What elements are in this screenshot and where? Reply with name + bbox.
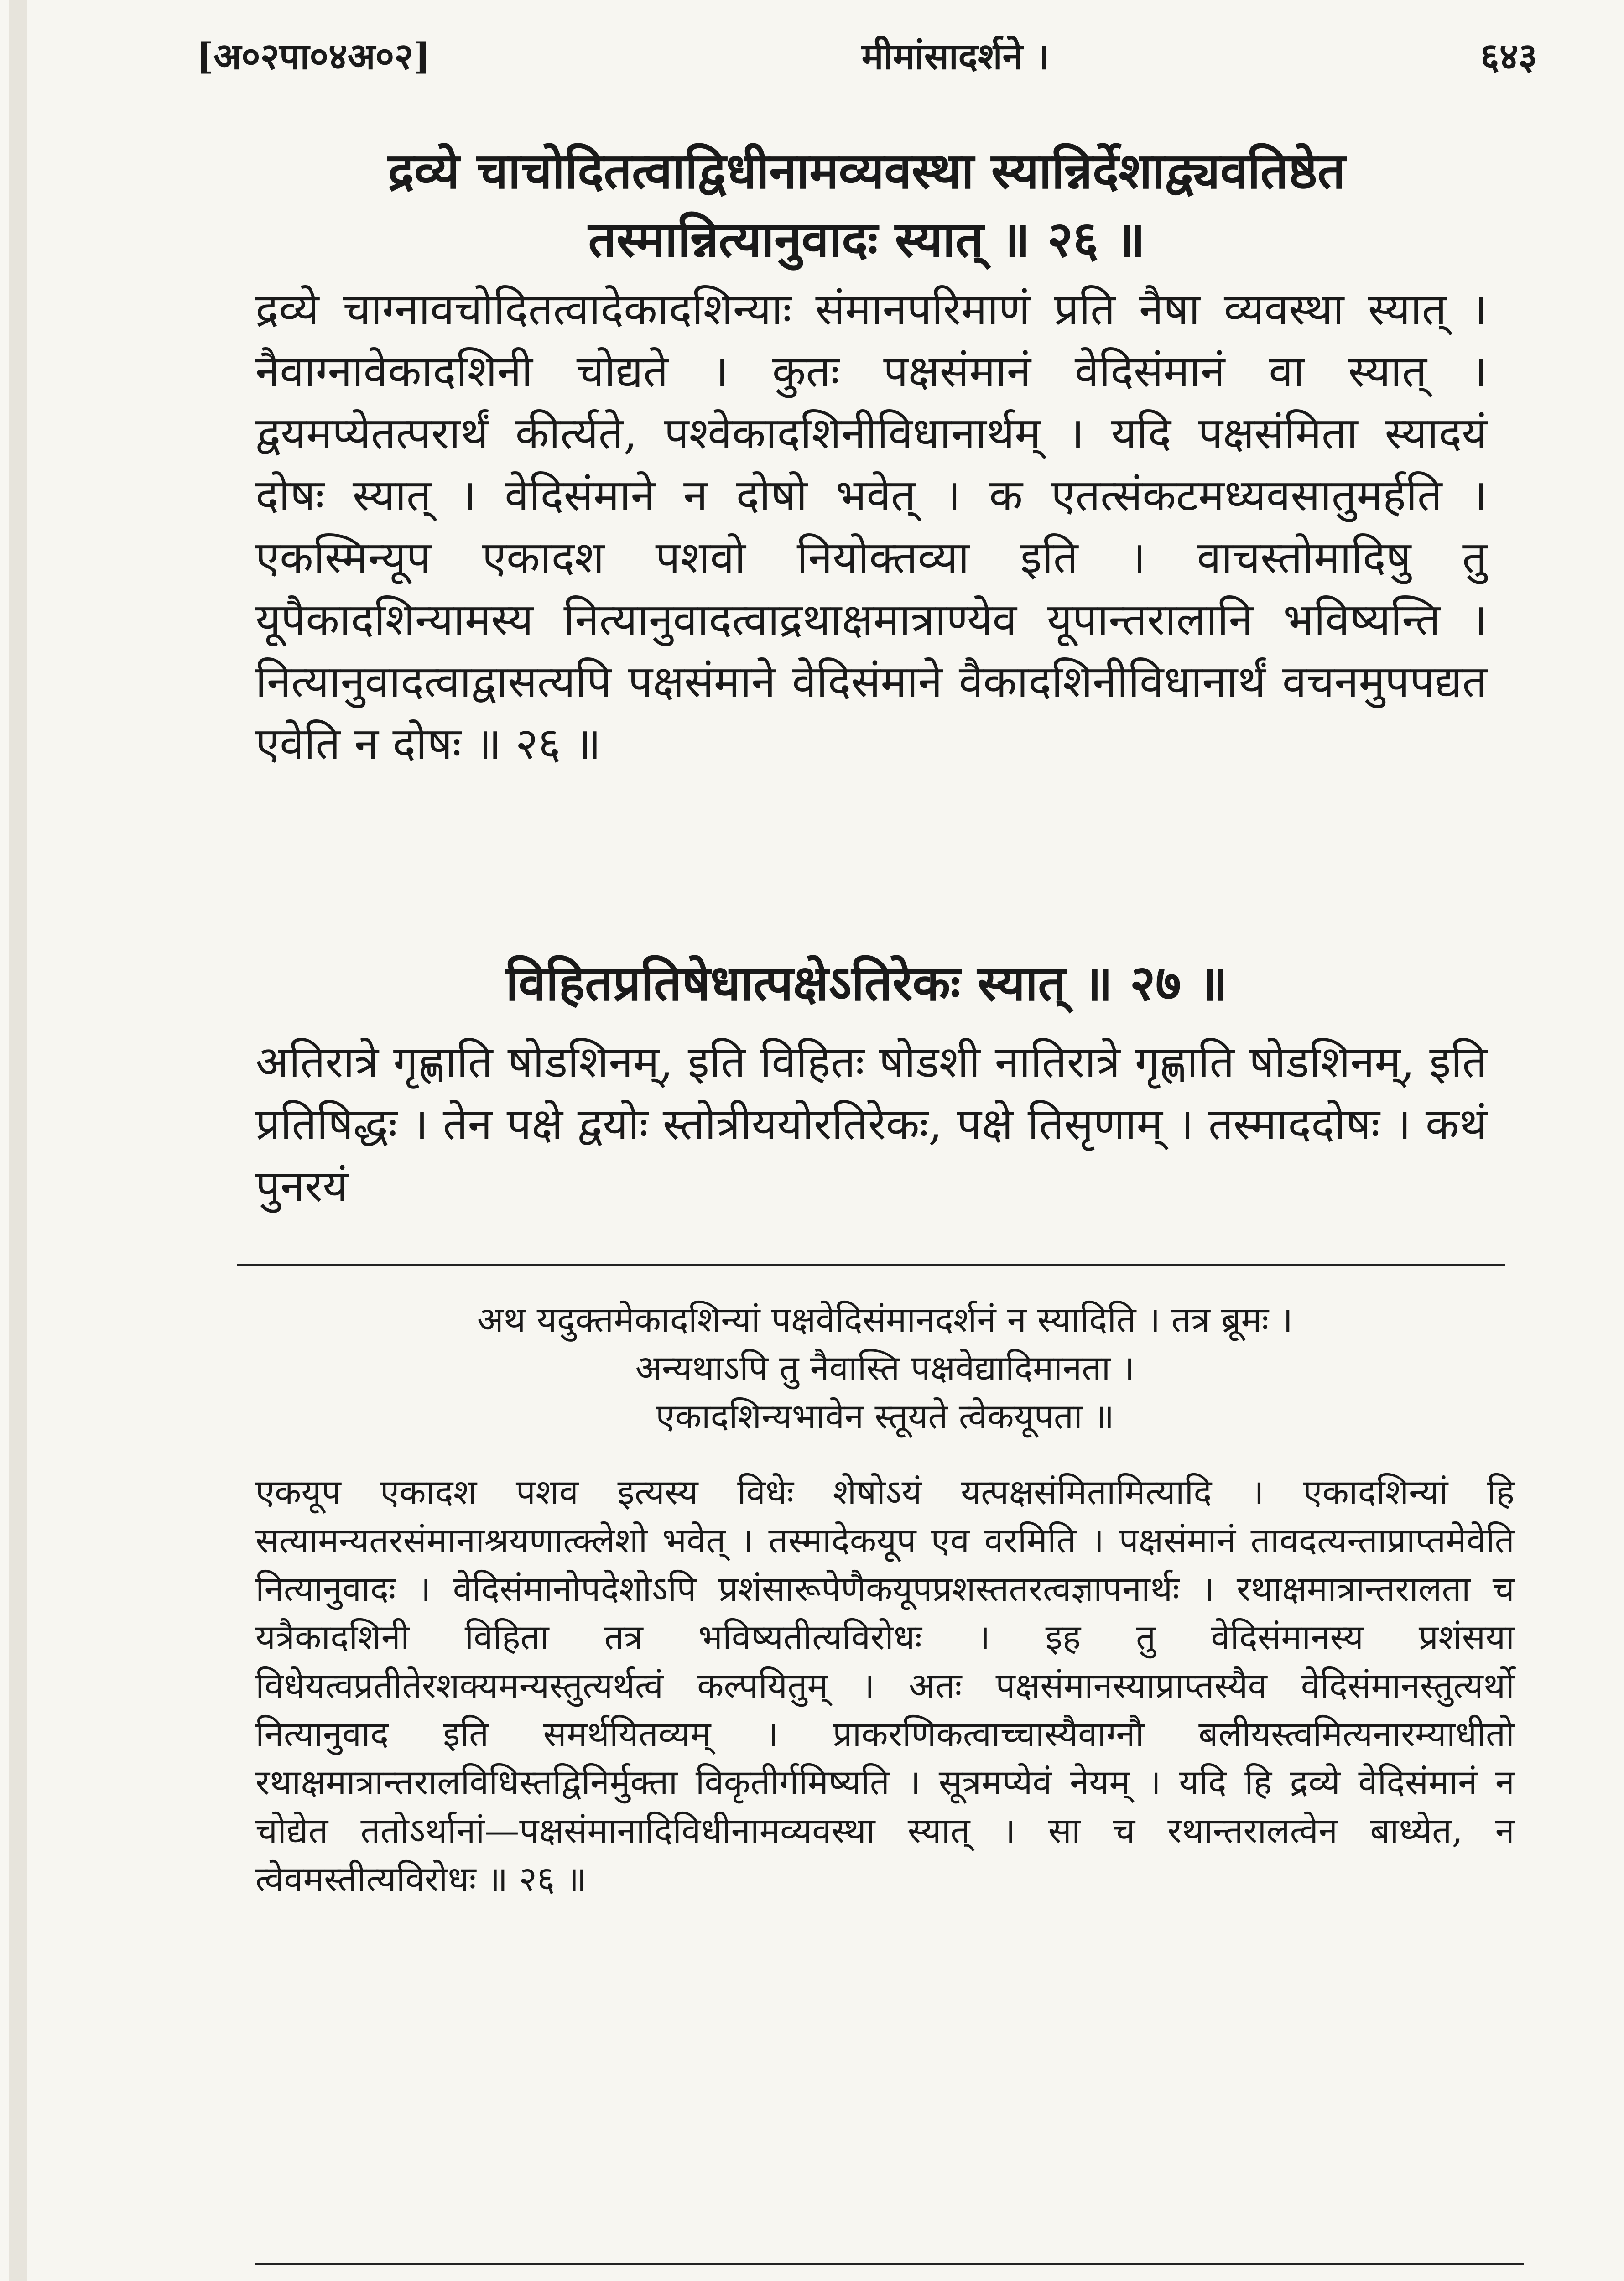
page-number: ६४३ — [1480, 34, 1537, 78]
verse-line-2: एकादशिन्यभावेन स्तूयते त्वेकयूपता ॥ — [656, 1396, 1114, 1437]
gloss-body: एकयूप एकादश पशव इत्यस्य विधेः शेषोऽयं यत्पक्षसंमितामित्यादि । एकादशिन्यां हि सत्यामन्यतरसंमानाश्रयणात्क्लेशो भवेत् । तस्मादेकयूप एव वरमिति । पक्षसंमानं तावदत्यन्ताप्राप्तमेवेति नित्यानुवादः । वेदिसंमानोपदेशोऽपि प्रशंसारूपेणैकयूपप्रशस्ततरत्वज्ञापनार्थः । रथाक्षमात्रान्तरालता च यत्रैकादशिनी विहिता तत्र भविष्यतीत्यविरोधः । इह तु वेदिसंमानस्य प्रशंसया विधेयत्वप्रतीतेरशक्यमन्यस्तुत्यर्थत्वं कल्पयितुम् । अतः पक्षसंमानस्याप्राप्तस्यैव वेदिसंमानस्तुत्यर्थो नित्यानुवाद इति समर्थयितव्यम् । प्राकरणिकत्वाच्चास्यैवाग्नौ बलीयस्त्वमित्यनारम्याधीतो रथाक्षमात्रान्तरालविधिस्तद्विनिर्मुक्ता विकृतीर्गमिष्यति । सूत्रमप्येवं नेयम् । यदि हि द्रव्ये वेदिसंमानं न चोद्येत ततोऽर्थानां—पक्षसंमानादिविधीनामव्यवस्था स्यात् । सा च रथान्तरालत्वेन बाध्येत, न त्वेवमस्तीत्यविरोधः ॥ २६ ॥ — [255, 1472, 1515, 1899]
footnote-divider — [255, 2263, 1524, 2265]
gloss-section — [255, 1296, 1515, 1903]
commentary-27: अतिरात्रे गृह्णाति षोडशिनम्, इति विहितः षोडशी नातिरात्रे गृह्णाति षोडशिनम्, इति प्रतिषिद्धः । तेन पक्षे द्वयोः स्तोत्रीययोरतिरेकः, पक्षे तिसृणाम् । तस्माददोषः । कथं पुनरयं — [255, 1036, 1487, 1212]
text-footnote-divider — [237, 1264, 1505, 1266]
gloss-intro: अथ यदुक्तमेकादशिन्यां पक्षवेदिसंमानदर्शनं न स्यादिति । तत्र ब्रूमः । — [477, 1299, 1293, 1340]
running-header — [196, 27, 1537, 82]
verse-line-1: अन्यथाऽपि तु नैवास्ति पक्षवेद्यादिमानता । — [635, 1348, 1135, 1388]
commentary-26: द्रव्ये चाग्नावचोदितत्वादेकादशिन्याः संमानपरिमाणं प्रति नैषा व्यवस्था स्यात् । नैवाग्नावेकादशिनी चोद्यते । कुतः पक्षसंमानं वेदिसंमानं वा स्यात् । द्वयमप्येतत्परार्थं कीर्त्यते, पश्वेकादशिनीविधानार्थम् । यदि पक्षसंमिता स्यादयं दोषः स्यात् । वेदिसंमाने न दोषो भवेत् । क एतत्संकटमध्यवसातुमर्हति । एकस्मिन्यूप एकादश पशवो नियोक्तव्या इति । वाचस्तोमादिषु तु यूपैकादशिन्यामस्य नित्यानुवादत्वाद्रथाक्षमात्राण्येव यूपान्तरालानि भविष्यन्ति । नित्यानुवादत्वाद्वासत्यपि पक्षसंमाने वेदिसंमाने वैकादशिनीविधानार्थं वचनमुपपद्यत एवेति न दोषः ॥ २६ ॥ — [255, 284, 1487, 769]
page-gutter — [9, 0, 27, 2281]
sutra-26: द्रव्ये चाचोदितत्वाद्विधीनामव्यवस्था स्यान्निर्देशाद्व्यवतिष्ठेत तस्मान्नित्यानुवादः स्यात् ॥ २६ ॥ — [388, 142, 1346, 268]
chapter-reference: [अ०२पा०४अ०२] — [196, 34, 431, 78]
sutra-27: विहितप्रतिषेधात्पक्षेऽतिरेकः स्यात् ॥ २७ ॥ — [505, 954, 1228, 1012]
book-title: मीमांसादर्शने । — [861, 34, 1050, 78]
